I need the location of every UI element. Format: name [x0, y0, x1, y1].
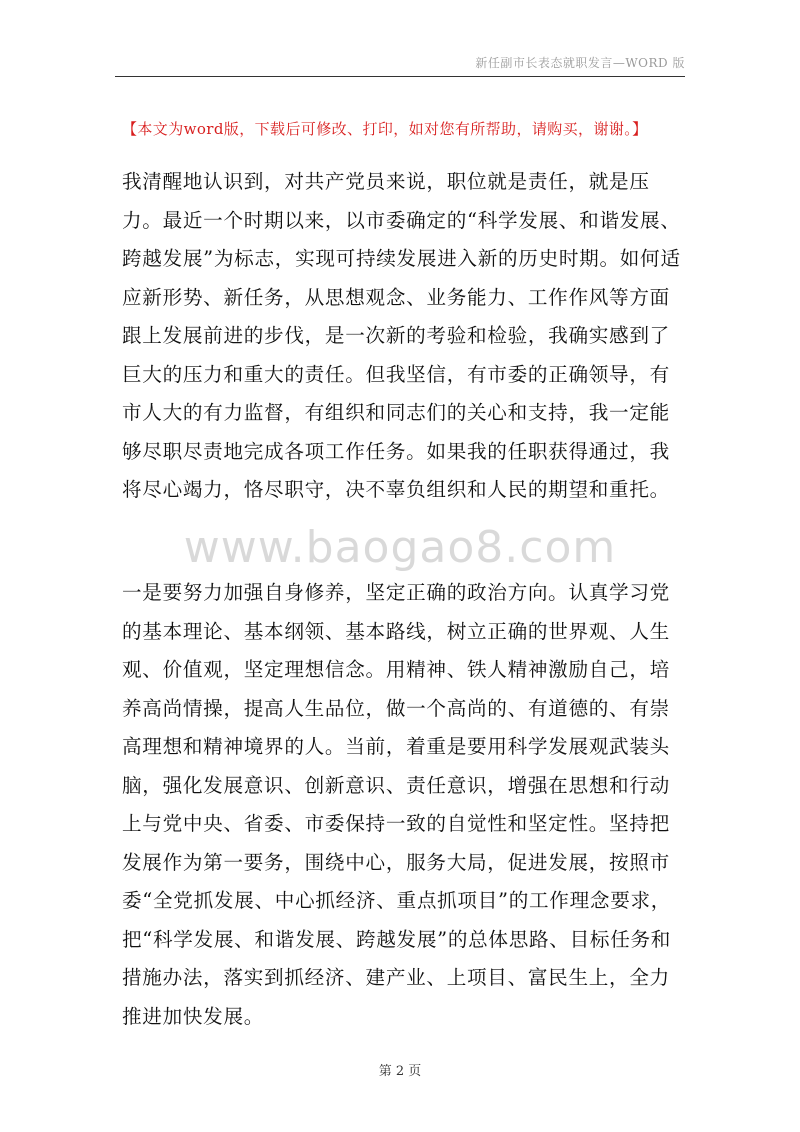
page-number: 第 2 页 — [378, 1064, 422, 1079]
body-paragraph-2: 一是要努力加强自身修养，坚定正确的政治方向。认真学习党的基本理论、基本纲领、基本路线，树立正确的世界观、人生观、价值观，坚定理想信念。用精神、铁人精神激励自己，培养高尚情操，提高人生品位，做一个高尚的、有道德的、有崇高理想和精神境界的人。当前，着重是要用科学发展观武装头脑，强化发展意识、创新意识、责任意识，增强在思想和行动上与党中央、省委、市委保持一致的自觉性和坚定性。坚持把发展作为第一要务，围绕中心，服务大局，促进发展，按照市委“全党抓发展、中心抓经济、重点抓项目”的工作理念要求，把“科学发展、和谐发展、跨越发展”的总体思路、目标任务和措施办法，落实到抓经济、建产业、上项目、富民生上，全力推进加快发展。 — [122, 581, 672, 1028]
body-paragraph-1: 我清醒地认识到，对共产党员来说，职位就是责任，就是压力。最近一个时期以来，以市委确定的“科学发展、和谐发展、跨越发展”为标志，实现可持续发展进入新的历史时期。如何适应新形势、新任务，从思想观念、业务能力、工作作风等方面跟上发展前进的步伐，是一次新的考验和检验，我确实感到了巨大的压力和重大的责任。但我坚信，有市委的正确领导，有市人大的有力监督，有组织和同志们的关心和支持，我一定能够尽职尽责地完成各项工作任务。如果我的任职获得通过，我将尽心竭力，恪尽职守，决不辜负组织和人民的期望和重托。 — [122, 170, 681, 501]
watermark: www.baogao8.com — [183, 522, 617, 573]
purchase-notice: 【本文为word版，下载后可修改、打印，如对您有所帮助，请购买，谢谢。】 — [122, 120, 648, 138]
page-header — [115, 54, 685, 77]
header-title: 新任副市长表态就职发言—WORD 版 — [475, 56, 685, 70]
